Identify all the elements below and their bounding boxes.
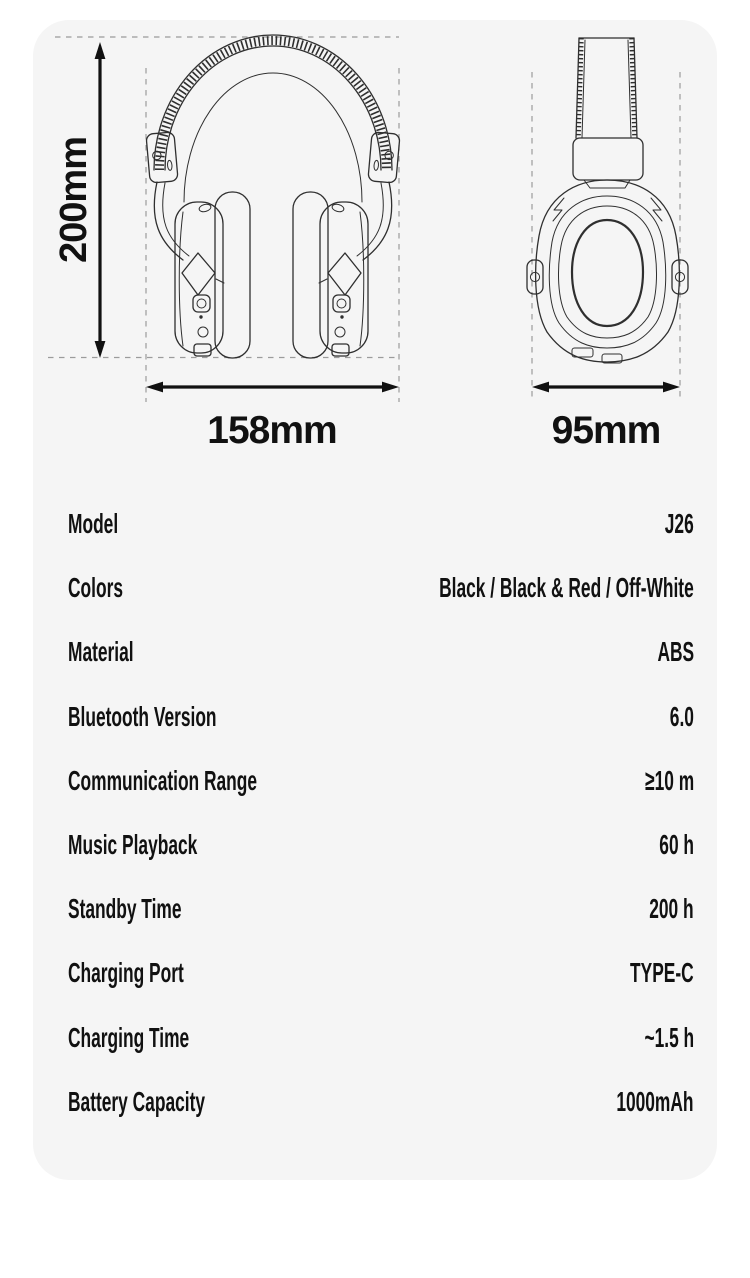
spec-row-colors: [68, 556, 694, 620]
spec-row-charging-port: [68, 941, 694, 1005]
spec-card: [33, 20, 717, 1180]
spec-label: Colors: [68, 572, 123, 604]
spec-label: Battery Capacity: [68, 1085, 206, 1117]
spec-label: Bluetooth Version: [68, 700, 217, 732]
height-dimension-label: 200mm: [53, 137, 95, 263]
spec-list: [68, 492, 694, 1134]
spec-row-music-playback: [68, 813, 694, 877]
spec-label: Material: [68, 636, 134, 668]
headphones-front-drawing: [146, 35, 400, 358]
front-width-dimension-arrow: [146, 382, 399, 393]
left-ear-cup: [175, 192, 250, 358]
spec-value: 6.0: [669, 700, 694, 732]
spec-row-battery-capacity: [68, 1070, 694, 1134]
spec-value: ~1.5 h: [644, 1021, 694, 1053]
spec-label: Communication Range: [68, 764, 258, 796]
spec-value: 200 h: [649, 893, 694, 925]
spec-label: Model: [68, 508, 119, 540]
headband: [154, 35, 392, 202]
depth-dimension-label: 95mm: [551, 409, 661, 452]
spec-value: 60 h: [659, 829, 694, 861]
headphones-side-drawing: [527, 38, 688, 363]
right-yoke: [368, 132, 400, 183]
spec-label: Standby Time: [68, 893, 182, 925]
spec-row-communication-range: [68, 749, 694, 813]
spec-label: Music Playback: [68, 829, 198, 861]
side-strap: [576, 38, 637, 138]
spec-value: TYPE-C: [630, 957, 694, 989]
guide-lines: [48, 37, 680, 402]
spec-label: Charging Port: [68, 957, 184, 989]
spec-value: ABS: [657, 636, 694, 668]
spec-row-standby-time: [68, 877, 694, 941]
side-cup: [536, 180, 680, 362]
spec-row-material: [68, 620, 694, 684]
spec-row-charging-time: [68, 1006, 694, 1070]
side-ports: [572, 348, 622, 363]
side-screws: [527, 260, 688, 294]
width-dimension-label: 158mm: [207, 409, 337, 452]
dimension-diagram: [33, 20, 717, 480]
spec-value: J26: [665, 508, 694, 540]
right-ear-cup: [293, 192, 368, 358]
spec-value: 1000mAh: [616, 1085, 694, 1117]
spec-value: ≥10 m: [644, 764, 694, 796]
spec-label: Charging Time: [68, 1021, 190, 1053]
spec-value: Black / Black & Red / Off-White: [439, 572, 694, 604]
spec-row-bluetooth-version: [68, 685, 694, 749]
side-width-dimension-arrow: [532, 382, 680, 393]
height-dimension-arrow: [95, 42, 106, 358]
spec-row-model: [68, 492, 694, 556]
